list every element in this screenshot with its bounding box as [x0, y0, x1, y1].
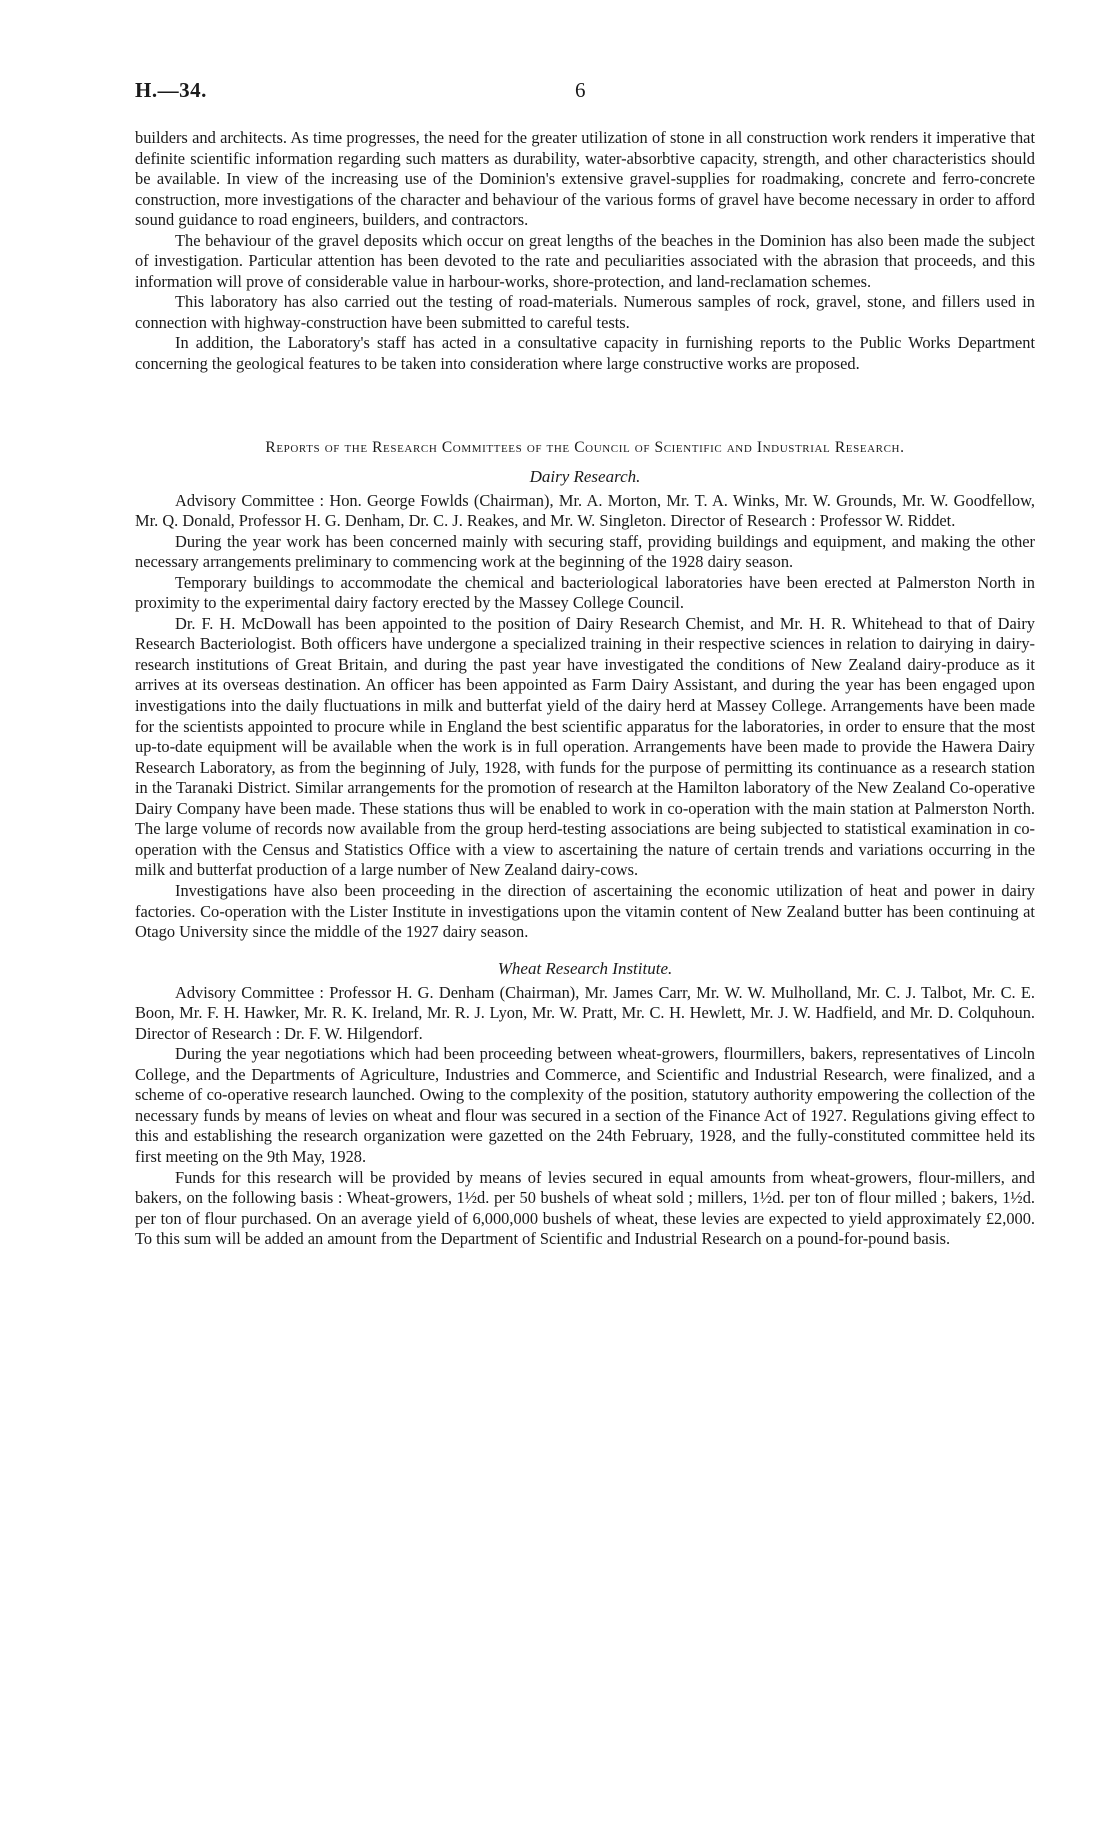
wheat-research-heading: Wheat Research Institute. — [497, 958, 673, 978]
intro-paragraph-3: This laboratory has also carried out the testing of road-materials. Numerous samples of rock, gravel, stone, and fillers used in connection with highway-construction have been submitted to careful tests. — [135, 292, 1035, 332]
dairy-paragraph-2: During the year work has been concerned mainly with securing staff, providing buildings and equipment, and making the other necessary arrangements preliminary to commencing work at the beginning of the 1928 dairy season. — [135, 531, 1035, 572]
intro-paragraph-4: In addition, the Laboratory's staff has acted in a consultative capacity in furnishing reports to the Public Works Department concerning the geological features to be taken into consideration where large constructive works are proposed. — [135, 333, 1035, 374]
intro-paragraph-1: builders and architects. As time progresses, the need for the greater utilization of stone in all construction work renders it imperative that definite scientific information regarding such matters as durability, water-absorbtive capacity, strength, and other characteristics should be available. In view of the increasing use of the Dominion's extensive gravel-supplies for roadmaking, concrete and ferro-concrete construction, more investigations of the character and behaviour of the various forms of gravel have become necessary in order to afford sound guidance to road engineers, builders, and contractors. — [135, 128, 1035, 230]
wheat-paragraph-2: During the year negotiations which had been proceeding between wheat-growers, flourmillers, bakers, representatives of Lincoln College, and the Departments of Agriculture, Industries and Commerce, and Scientific and Industrial Research, were finalized, and a scheme of co-operative research launched. Owing to the complexity of the position, statutory authority empowering the collection of the necessary funds by means of levies on wheat and flour was secured in a section of the Finance Act of 1927. Regulations giving effect to this and establishing the research organization were gazetted on the 24th February, 1928, and the fully-constituted committee held its first meeting on the 9th May, 1928. — [135, 1044, 1035, 1166]
dairy-paragraph-3: Temporary buildings to accommodate the chemical and bacteriological laboratories have been erected at Palmerston North in proximity to the experimental dairy factory erected by the Massey College Council. — [135, 572, 1035, 613]
dairy-paragraph-1: Advisory Committee : Hon. George Fowlds (Chairman), Mr. A. Morton, Mr. T. A. Winks, Mr. W. Grounds, Mr. W. Goodfellow, Mr. Q. Donald, Professor H. G. Denham, Dr. C. J. Reakes, and Mr. W. Singleton. Director of Research : Professor W. Riddet. — [135, 490, 1035, 531]
dairy-research-heading: Dairy Research. — [529, 466, 641, 486]
intro-paragraph-2: The behaviour of the gravel deposits which occur on great lengths of the beaches in the Dominion has also been made the subject of investigation. Particular attention has been devoted to the rate and peculiarities associated with the abrasion that proceeds, and this information will prove of considerable value in harbour-works, shore-protection, and land-reclamation schemes. — [135, 230, 1035, 291]
wheat-paragraph-1: Advisory Committee : Professor H. G. Denham (Chairman), Mr. James Carr, Mr. W. W. Mulholland, Mr. C. J. Talbot, Mr. C. E. Boon, Mr. F. H. Hawker, Mr. R. K. Ireland, Mr. R. J. Lyon, Mr. W. Pratt, Mr. C. H. Hewlett, Mr. J. W. Hadfield, and Mr. D. Colquhoun. Director of Research : Dr. F. W. Hilgendorf. — [135, 982, 1035, 1043]
document-id: H.—34. — [135, 78, 207, 102]
page-content — [135, 128, 1035, 1250]
reports-section-heading: Reports of the Research Committees of the Council of Scientific and Industrial Research. — [265, 438, 905, 456]
wheat-paragraph-3: Funds for this research will be provided by means of levies secured in equal amounts from wheat-growers, flour-millers, and bakers, on the following basis : Wheat-growers, 1½d. per 50 bushels of wheat sold ; millers, 1½d. per ton of flour milled ; bakers, 1½d. per ton of flour purchased. On an average yield of 6,000,000 bushels of wheat, these levies are expected to yield approximately £2,000. To this sum will be added an amount from the Department of Scientific and Industrial Research on a pound-for-pound basis. — [135, 1167, 1035, 1249]
page-header — [135, 78, 1035, 112]
page-number: 6 — [575, 78, 586, 102]
dairy-paragraph-4: Dr. F. H. McDowall has been appointed to the position of Dairy Research Chemist, and Mr. H. R. Whitehead to that of Dairy Research Bacteriologist. Both officers have undergone a specialized training in their respective sciences in relation to dairying in dairy-research institutions of Great Britain, and during the past year have investigated the conditions of New Zealand dairy-produce as it arrives at its overseas destination. An officer has been appointed as Farm Dairy Assistant, and during the year has been engaged upon investigations into the daily fluctuations in milk and butterfat yield of the dairy herd at Massey College. Arrangements have been made for the scientists appointed to procure while in England the best scientific apparatus for the laboratories, in order to ensure that the most up-to-date equipment will be available when the work is in full operation. Arrangements have been made to provide the Hawera Dairy Research Laboratory, as from the beginning of July, 1928, with funds for the purpose of permitting its continuance as a research station in the Taranaki District. Similar arrangements for the promotion of research at the Hamilton laboratory of the New Zealand Co-operative Dairy Company have been made. These stations thus will be enabled to work in co-operation with the main station at Palmerston North. The large volume of records now available from the group herd-testing associations are being subjected to statistical examination in co-operation with the Census and Statistics Office with a view to ascertaining the nature of certain trends and variations occurring in the milk and butterfat production of a large number of New Zealand dairy-cows. — [135, 613, 1035, 880]
dairy-paragraph-5: Investigations have also been proceeding in the direction of ascertaining the economic utilization of heat and power in dairy factories. Co-operation with the Lister Institute in investigations upon the vitamin content of New Zealand butter has been continuing at Otago University since the middle of the 1927 dairy season. — [135, 880, 1035, 942]
